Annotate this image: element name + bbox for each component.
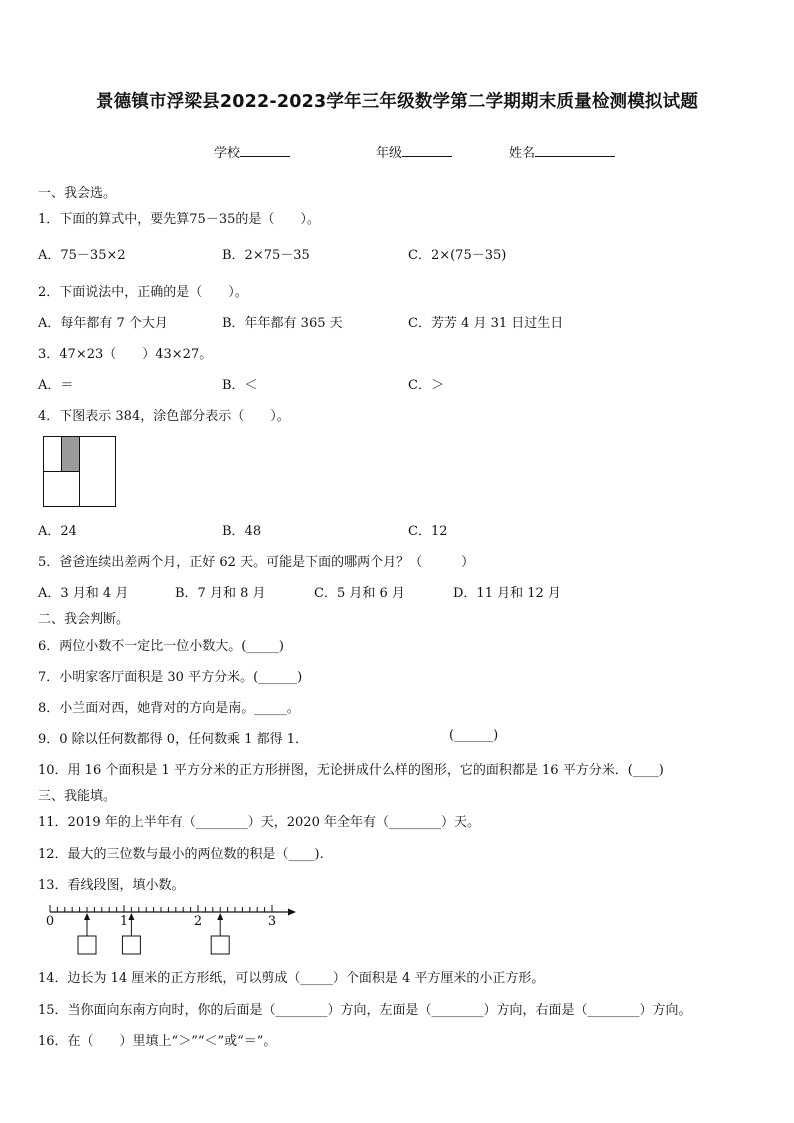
number-line-figure	[40, 898, 305, 958]
q3-option-b[interactable]: B．＜	[222, 378, 258, 393]
q5-option-d[interactable]: D．11 月和 12 月	[453, 586, 561, 601]
name-field	[509, 142, 615, 161]
name-label: 姓名	[509, 146, 536, 161]
q2-option-a[interactable]: A．每年都有 7 个大月	[38, 316, 168, 331]
number-line-label: 2	[193, 914, 203, 929]
q1-option-a[interactable]: A．75－35×2	[38, 248, 126, 263]
number-line-answer-box[interactable]	[78, 936, 96, 954]
grade-blank[interactable]	[402, 144, 452, 157]
number-line-answer-box[interactable]	[211, 936, 229, 954]
question-15: 15．当你面向东南方向时，你的后面是（________）方向，左面是（________）方向，右面是（________）方向。	[38, 1003, 692, 1018]
number-line-label: 1	[119, 914, 129, 929]
question-4: 4．下图表示 384，涂色部分表示（ ）。	[38, 409, 290, 424]
q2-option-c[interactable]: C．芳芳 4 月 31 日过生日	[408, 316, 564, 331]
question-1: 1．下面的算式中，要先算75－35的是（ ）。	[38, 212, 320, 227]
school-field	[214, 142, 290, 161]
q5-option-a[interactable]: A．3 月和 4 月	[38, 586, 129, 601]
q1-option-c[interactable]: C．2×(75－35)	[408, 248, 507, 263]
number-line-label: 0	[45, 914, 55, 929]
grade-field	[376, 142, 452, 161]
school-label: 学校	[214, 146, 241, 161]
question-11: 11．2019 年的上半年有（________）天，2020 年全年有（________）天。	[38, 815, 480, 830]
number-line-pointer-head	[217, 913, 223, 920]
question-14: 14．边长为 14 厘米的正方形纸，可以剪成（_____）个面积是 4 平方厘米的小正方形。	[38, 971, 545, 986]
name-blank[interactable]	[535, 144, 615, 157]
question-16: 16．在（ ）里填上“＞”“＜”或“＝”。	[38, 1034, 277, 1049]
question-9: 9．0 除以任何数都得 0，任何数乘 1 都得 1．	[38, 732, 309, 747]
question-5: 5．爸爸连续出差两个月，正好 62 天。可能是下面的哪两个月？（ ）	[38, 555, 475, 570]
question-12: 12．最大的三位数与最小的两位数的积是（____).	[38, 847, 324, 862]
q4-option-b[interactable]: B．48	[222, 524, 262, 539]
question-3: 3．47×23（ ）43×27。	[38, 347, 213, 362]
q4-option-c[interactable]: C．12	[408, 524, 448, 539]
number-line-pointer-head	[128, 913, 134, 920]
question-8: 8．小兰面对西，她背对的方向是南。_____。	[38, 701, 300, 716]
page-title: 景德镇市浮梁县2022-2023学年三年级数学第二学期期末质量检测模拟试题	[95, 92, 699, 112]
question-7: 7．小明家客厅面积是 30 平方分米。(______)	[38, 670, 303, 685]
section-heading-fill: 三、我能填。	[38, 789, 117, 804]
q4-option-a[interactable]: A．24	[38, 524, 77, 539]
question-10: 10．用 16 个面积是 1 平方分米的正方形拼图，无论拼成什么样的图形，它的面积都是 16 平方分米．(____)	[38, 763, 664, 778]
question-13: 13．看线段图，填小数。	[38, 878, 185, 893]
shaded-square-figure	[43, 436, 117, 508]
q5-option-b[interactable]: B．7 月和 8 月	[175, 586, 266, 601]
number-line-pointer-head	[84, 913, 90, 920]
q2-option-b[interactable]: B．年年都有 365 天	[222, 316, 343, 331]
number-line-label: 3	[267, 914, 277, 929]
figure-shaded-part	[62, 437, 79, 471]
q3-option-c[interactable]: C．＞	[408, 378, 444, 393]
question-9-blank[interactable]: (______)	[449, 728, 499, 743]
question-2: 2．下面说法中，正确的是（ ）。	[38, 285, 248, 300]
number-line-answer-box[interactable]	[122, 936, 140, 954]
section-heading-judge: 二、我会判断。	[38, 612, 130, 627]
question-6: 6．两位小数不一定比一位小数大。(_____)	[38, 639, 284, 654]
section-heading-choose: 一、我会选。	[38, 186, 117, 201]
number-line-arrowhead	[288, 909, 296, 916]
school-blank[interactable]	[240, 144, 290, 157]
q5-option-c[interactable]: C．5 月和 6 月	[314, 586, 405, 601]
grade-label: 年级	[376, 146, 403, 161]
q1-option-b[interactable]: B．2×75－35	[222, 248, 310, 263]
q3-option-a[interactable]: A．＝	[38, 378, 74, 393]
